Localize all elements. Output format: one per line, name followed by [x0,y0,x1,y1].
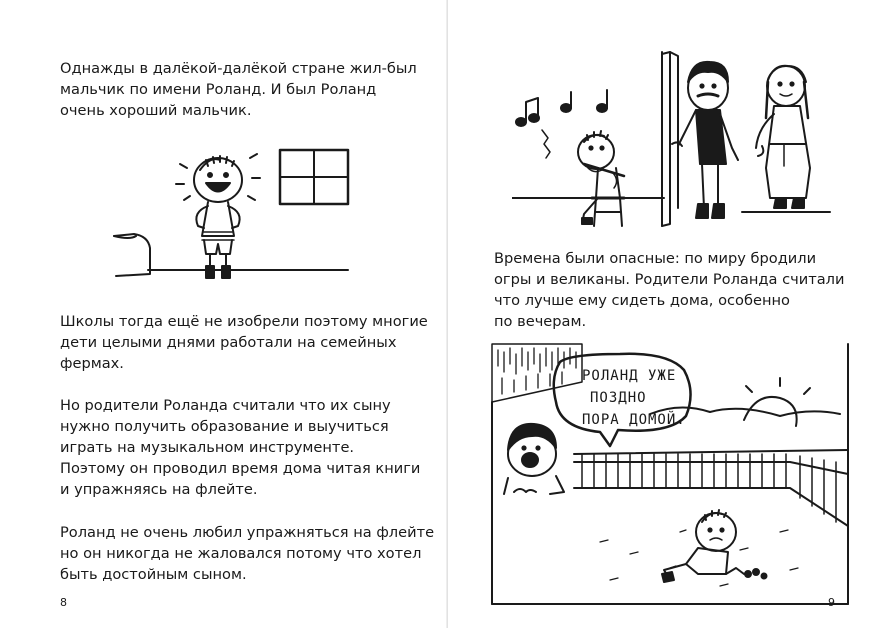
bubble-line-1: РОЛАНД УЖЕ [582,368,677,384]
paragraph-schools: Школы тогда ещё не изобрели поэтому многие дети целыми днями работали на семейных фермах. [60,313,428,372]
paragraph-intro: Однажды в далёкой-далёкой стране жил-был мальчик по имени Роланд. И был Роланд очень хороший мальчик. [60,60,417,119]
paragraph-dangerous-times: Времена были опасные: по миру бродили огры и великаны. Родители Роланда считали что лучше ему сидеть дома, особенно по вечерам. [494,250,845,330]
page-number-left: 8 [60,596,67,609]
page-number-right: 9 [828,596,835,609]
paragraph-flute: Роланд не очень любил упражняться на флейте но он никогда не жаловался потому что хотел быть достойным сыном. [60,524,435,583]
bubble-line-2: ПОЗДНО [590,390,647,406]
paragraph-education: Но родители Роланда считали что их сыну нужно получить образование и выучиться играть на музыкальном инструменте. Поэтому он проводил время дома читая книги и упражняясь на флейте. [60,397,421,498]
illustration-roland-flute-parents [512,48,836,234]
bubble-line-3: ПОРА ДОМОЙ. [582,412,686,428]
illustration-farm-call-home [490,342,850,606]
illustration-roland-smiling [112,148,362,284]
right-page [448,0,896,628]
